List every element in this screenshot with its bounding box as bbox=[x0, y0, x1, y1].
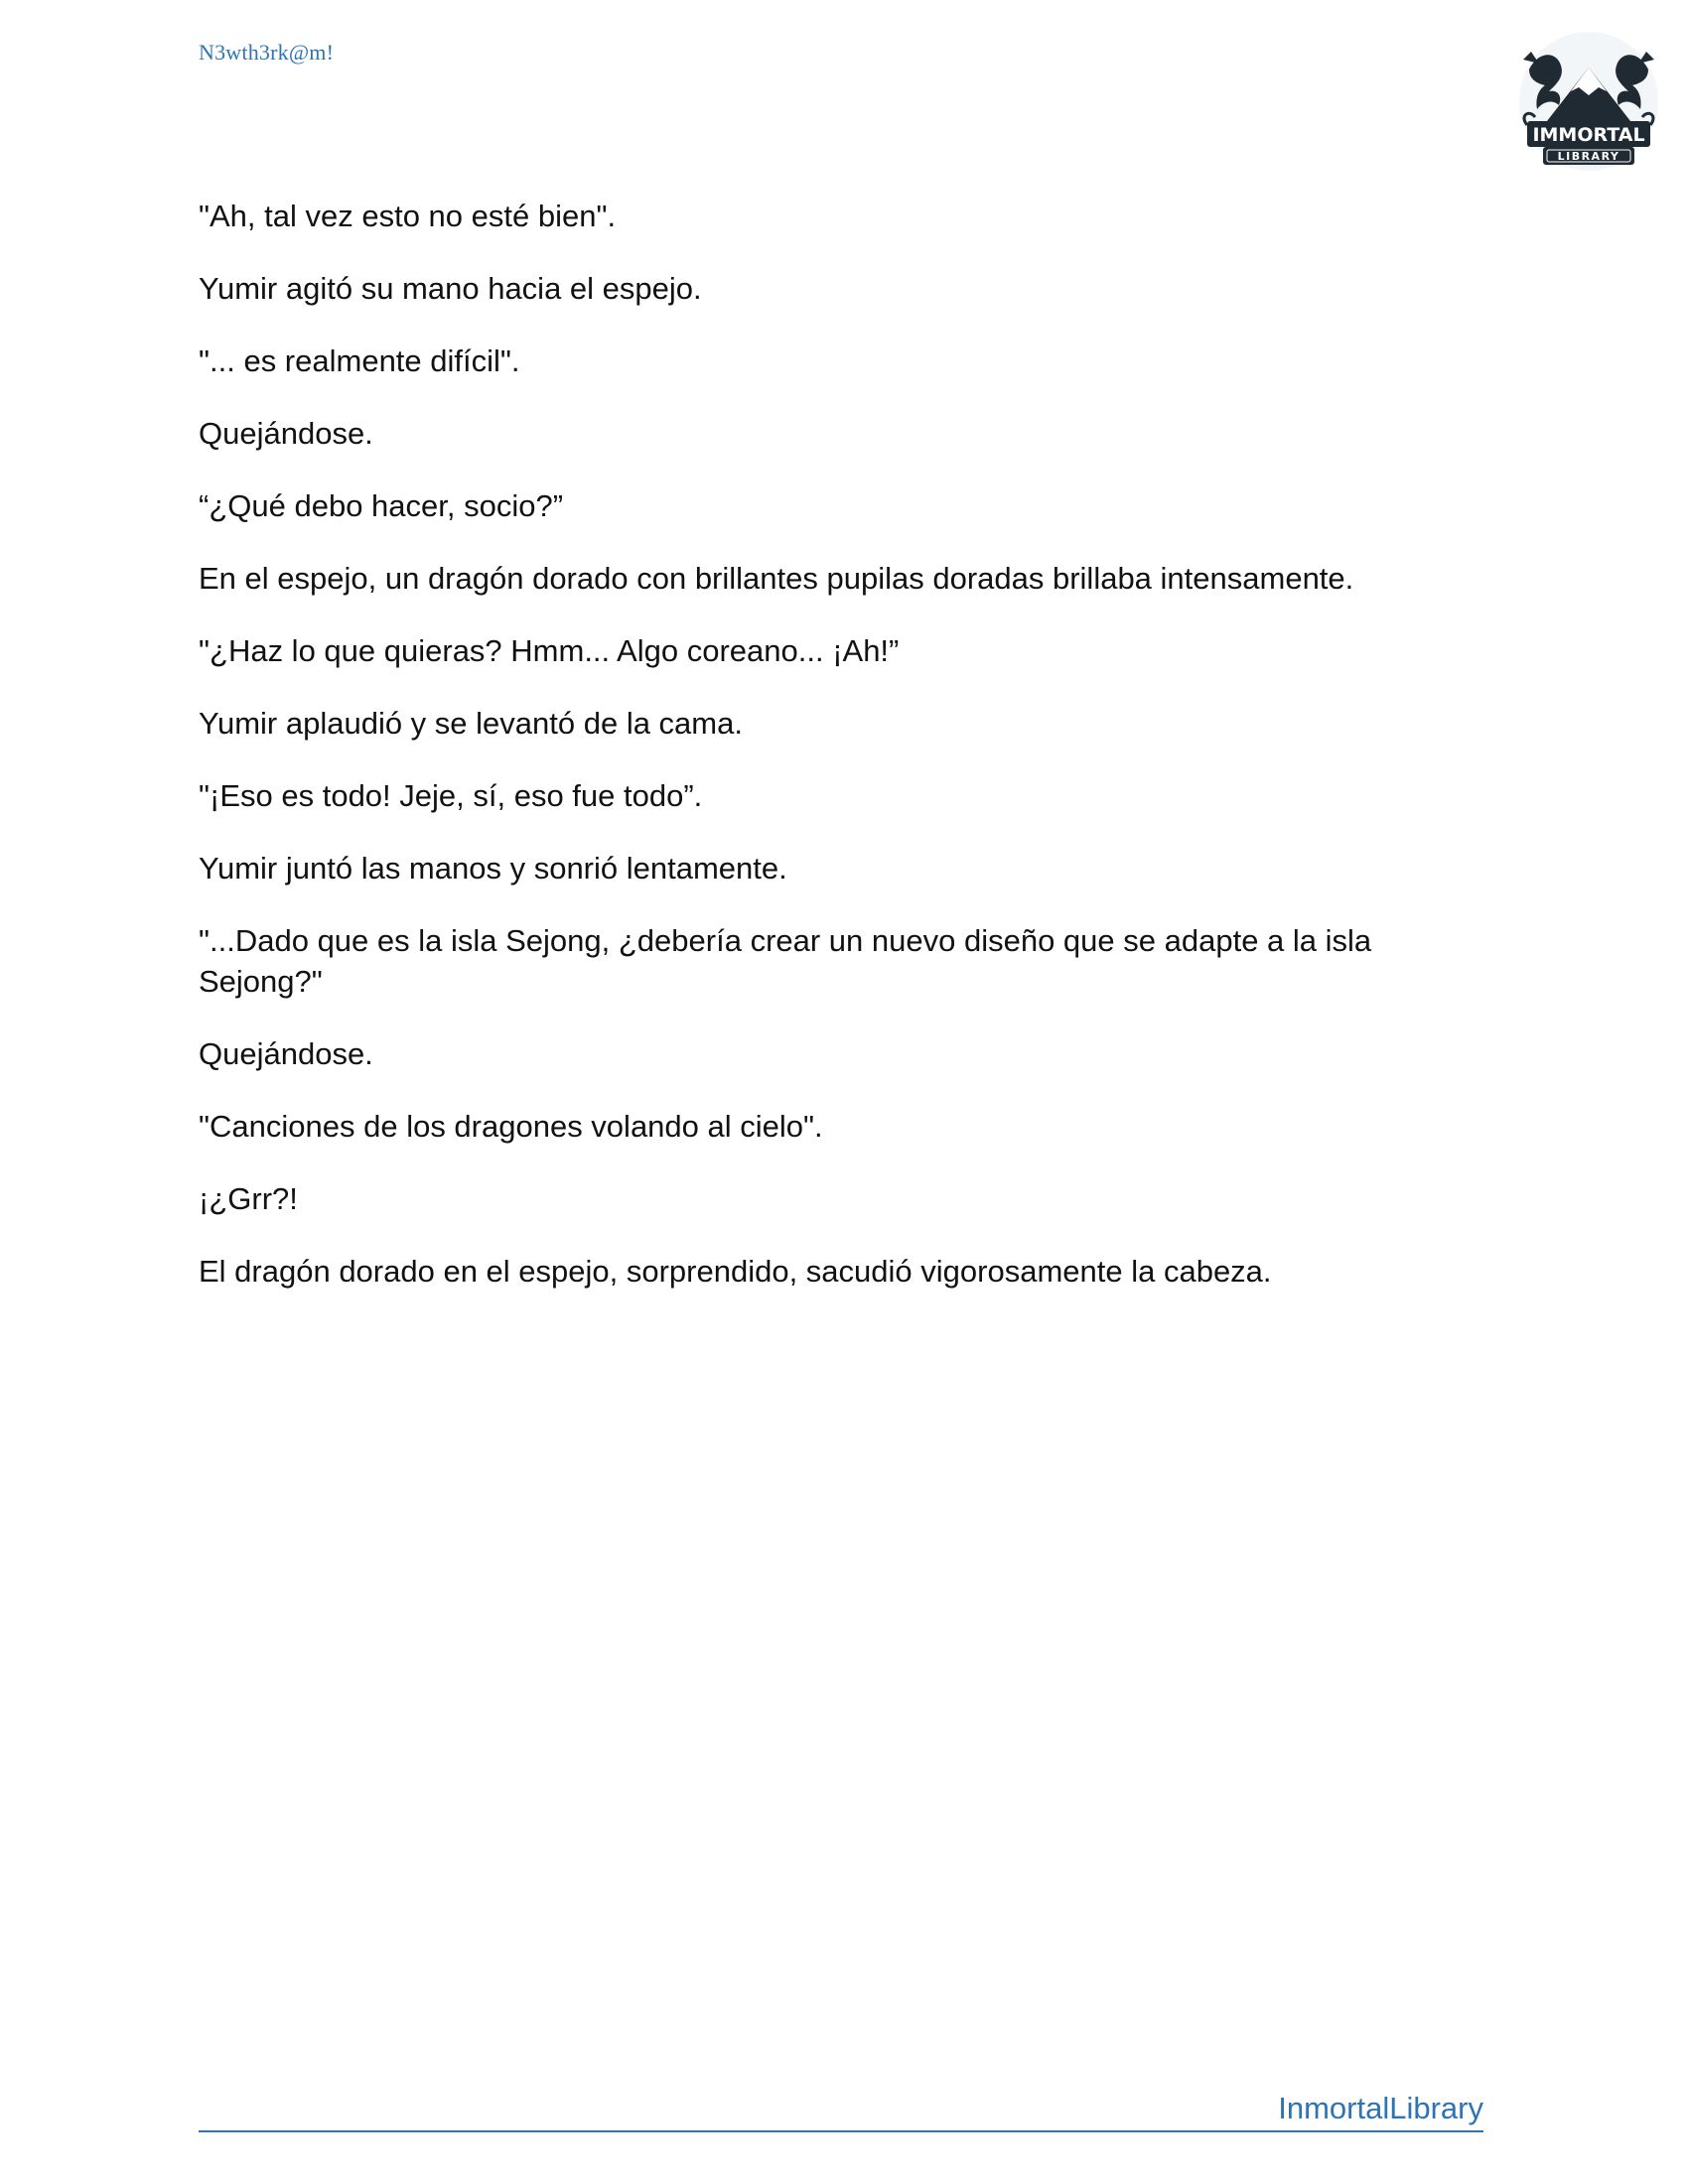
paragraph: El dragón dorado en el espejo, sorprendido, sacudió vigorosamente la cabeza. bbox=[199, 1254, 1272, 1289]
paragraph: Quejándose. bbox=[199, 1036, 373, 1071]
immortal-library-logo bbox=[1509, 30, 1668, 179]
paragraph: “¿Qué debo hacer, socio?” bbox=[199, 488, 564, 523]
paragraph: Yumir aplaudió y se levantó de la cama. bbox=[199, 706, 743, 741]
logo-text-line2: LIBRARY bbox=[1557, 150, 1620, 163]
paragraph: ¡¿Grr?! bbox=[199, 1181, 298, 1216]
paragraph: "Canciones de los dragones volando al cielo". bbox=[199, 1109, 823, 1144]
paragraph: "Ah, tal vez esto no esté bien". bbox=[199, 199, 617, 233]
footer-link[interactable]: InmortalLibrary bbox=[1278, 2091, 1483, 2125]
header-watermark: N3wth3rk@m! bbox=[199, 40, 335, 65]
logo-text-line1: IMMORTAL bbox=[1532, 124, 1645, 146]
paragraph: Yumir juntó las manos y sonrió lentamente. bbox=[199, 851, 787, 886]
paragraph: "¿Haz lo que quieras? Hmm... Algo coreano... ¡Ah!” bbox=[199, 633, 900, 668]
paragraph: Yumir agitó su mano hacia el espejo. bbox=[199, 271, 702, 306]
footer-rule bbox=[199, 2085, 1483, 2132]
dragon-emblem-icon bbox=[1509, 30, 1668, 179]
paragraph: "...Dado que es la isla Sejong, ¿debería crear un nuevo diseño que se adapte a la isla Sejong?" bbox=[199, 923, 1372, 999]
paragraph: Quejándose. bbox=[199, 416, 373, 451]
paragraph: "... es realmente difícil". bbox=[199, 343, 520, 378]
body-text bbox=[199, 196, 1489, 1323]
paragraph: "¡Eso es todo! Jeje, sí, eso fue todo”. bbox=[199, 778, 703, 813]
paragraph: En el espejo, un dragón dorado con brillantes pupilas doradas brillaba intensamente. bbox=[199, 561, 1354, 596]
